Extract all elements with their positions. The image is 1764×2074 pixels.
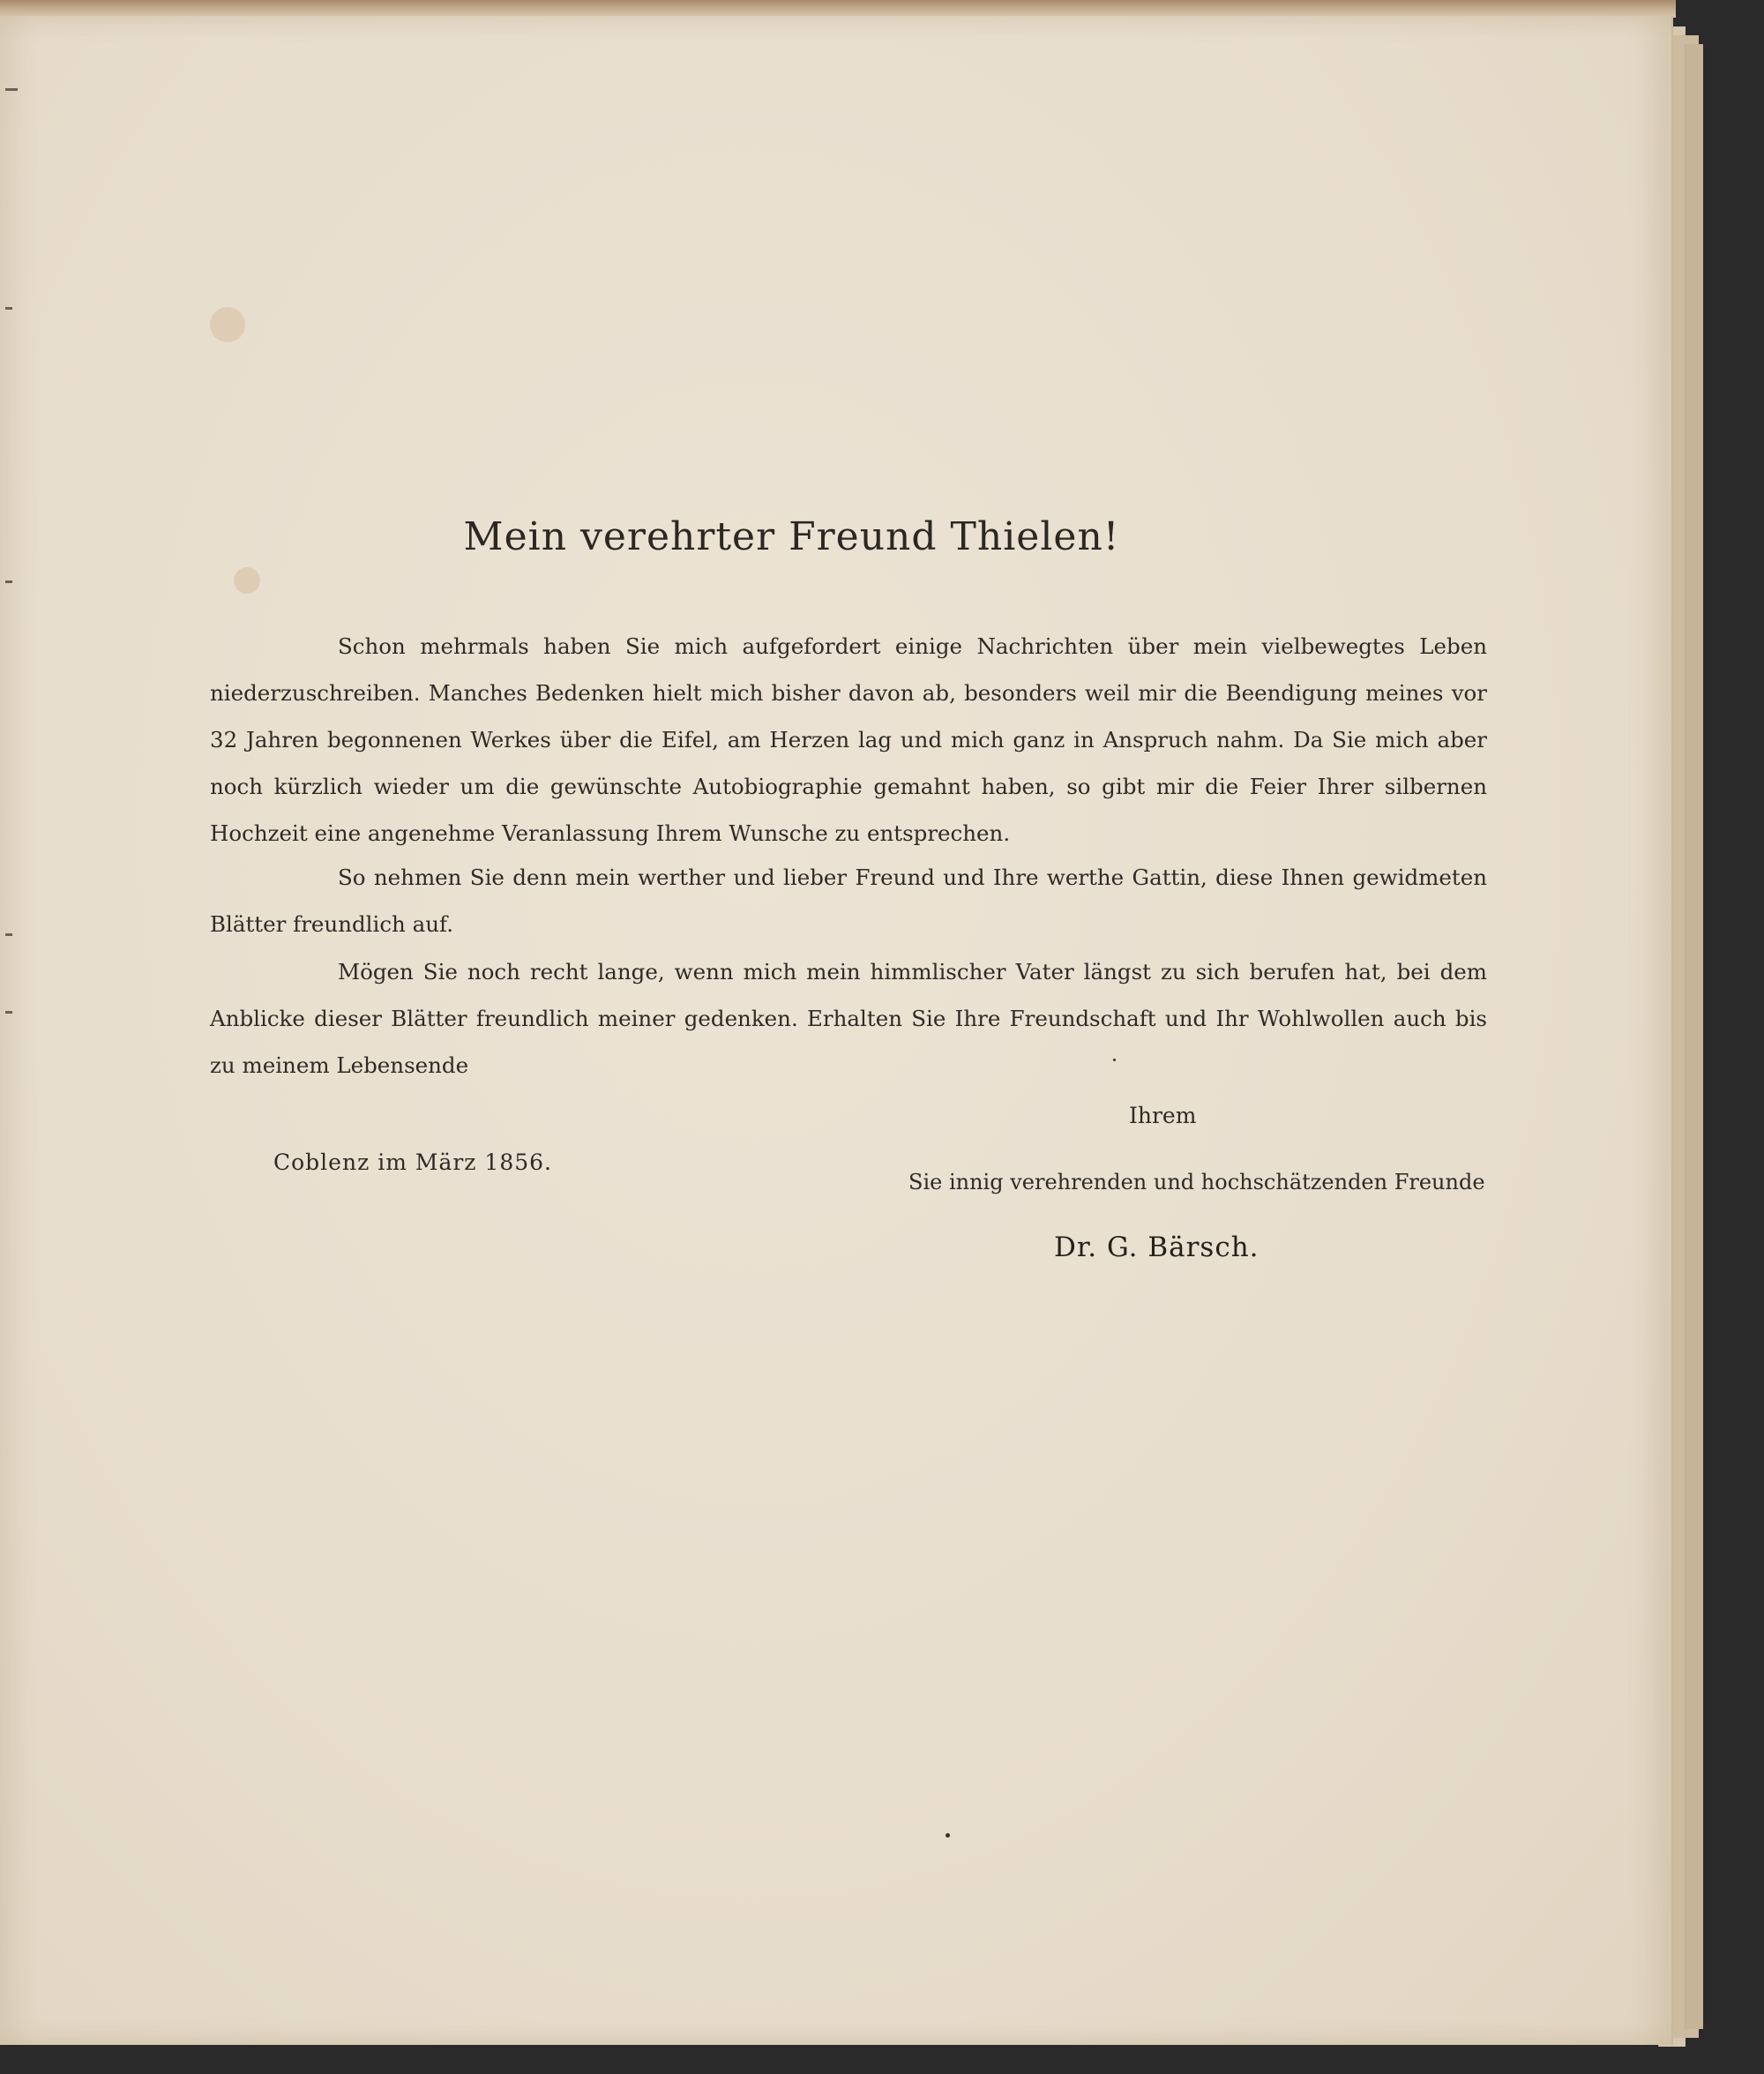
place-date: Coblenz im März 1856. bbox=[273, 1149, 552, 1175]
paragraph-text: So nehmen Sie denn mein werther und lieber Freund und Ihre werthe Gattin, diese Ihnen gewidmeten Blätter freundlich auf. bbox=[210, 865, 1487, 937]
closing-salutation: Ihrem bbox=[1129, 1103, 1197, 1128]
book-top-edge bbox=[0, 0, 1676, 18]
paragraph-text: Mögen Sie noch recht lange, wenn mich mein himmlischer Vater längst zu sich berufen hat, bei dem Anblicke dieser Blätter freundlich meiner gedenken. Erhalten Sie Ihre Freundschaft und Ihr Wohlwollen auch bis zu meinem Lebensende bbox=[210, 959, 1487, 1078]
ink-speck bbox=[946, 1833, 950, 1838]
letter-paragraph-1 bbox=[210, 623, 1487, 857]
book-page bbox=[0, 16, 1673, 2045]
signature: Dr. G. Bärsch. bbox=[1054, 1232, 1259, 1263]
page-edge bbox=[1685, 44, 1703, 2029]
letter-title: Mein verehrter Freund Thielen! bbox=[463, 514, 1120, 559]
letter-paragraph-2 bbox=[210, 854, 1487, 947]
closing-line: Sie innig verehrenden und hochschätzenden Freunde bbox=[908, 1170, 1485, 1194]
gutter-mark bbox=[5, 307, 12, 310]
letter-paragraph-3 bbox=[210, 948, 1487, 1089]
paragraph-text: Schon mehrmals haben Sie mich aufgefordert einige Nachrichten über mein vielbewegtes Leben niederzuschreiben. Manches Bedenken hielt mich bisher davon ab, besonders weil mir die Beendigung meines vor 32 Jahren begonnenen Werkes über die Eifel, am Herzen lag und mich ganz in Anspruch nahm. Da Sie mich aber noch kürzlich wieder um die gewünschte Autobiographie gemahnt haben, so gibt mir die Feier Ihrer silbernen Hochzeit eine angenehme Veranlassung Ihrem Wunsche zu entsprechen. bbox=[210, 633, 1487, 846]
page-stain bbox=[210, 307, 245, 342]
gutter-mark bbox=[5, 580, 12, 583]
gutter-mark bbox=[5, 933, 12, 936]
gutter-mark bbox=[5, 1011, 12, 1014]
ink-speck bbox=[1113, 1059, 1116, 1061]
page-stain bbox=[234, 567, 260, 594]
gutter-mark bbox=[5, 88, 18, 91]
